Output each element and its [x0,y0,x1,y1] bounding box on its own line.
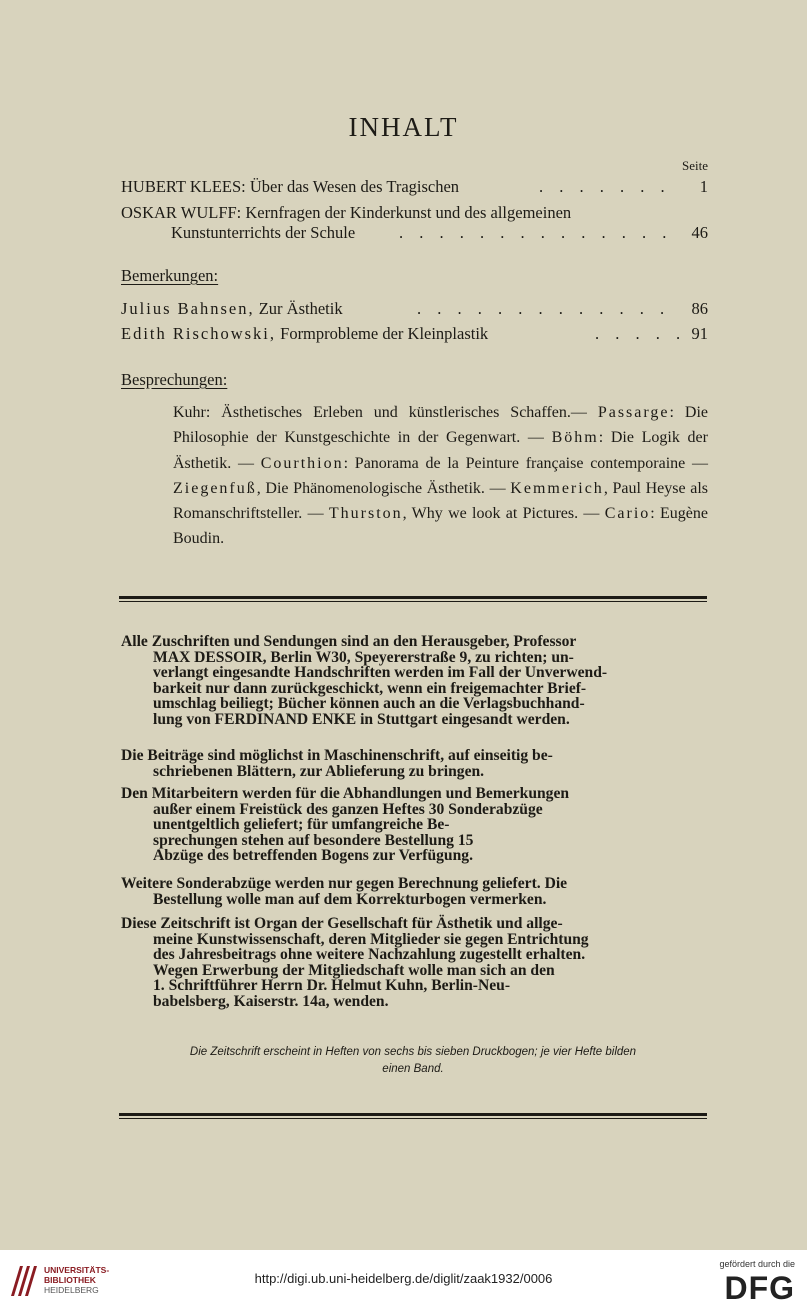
toc-page: 1 [699,177,708,196]
leader-dots: . . . . . . . . . . . . . [417,299,671,318]
page-column-label: Seite [682,158,708,173]
section-heading-bemerkungen: Bemerkungen: [121,266,219,285]
viewer-footer-bar [0,1250,807,1312]
review-text: : Die Philosophie der Kunstgeschichte in der Gegenwart. — [173,404,709,447]
notice-line: Die Beiträge sind möglichst in Maschinenschrift, auf einseitig be- [121,747,553,764]
notice-line: verlangt eingesandte Handschriften werden im Fall der Unverwend- [153,664,608,682]
logo-line: BIBLIOTHEK [44,1275,96,1285]
divider [119,1118,707,1119]
review-text: , Paul Heyse als Romanschriftsteller. — [173,479,709,523]
logo-line: HEIDELBERG [44,1285,99,1295]
reviewed-author: Ziegenfuß [173,479,257,497]
logo-line: UNIVERSITÄTS- [44,1265,110,1275]
notice-line: barkeit nur dann zurückgeschickt, wenn ein freigemachter Brief- [153,679,587,697]
notice-line: 1. Schriftführer Herrn Dr. Helmut Kuhn, Berlin-Neu- [153,977,511,995]
notice-line: schriebenen Blättern, zur Ablieferung zu bringen. [153,762,485,780]
reviewed-author: Courthion [260,454,344,472]
review-text: Kuhr: Ästhetisches Erleben und künstlerisches Schaffen.— [173,404,598,421]
notice-paragraph [121,876,707,907]
toc-entry [121,177,708,201]
notice-paragraph [121,786,707,864]
notice-line: Weitere Sonderabzüge werden nur gegen Berechnung geliefert. Die [121,875,568,892]
divider [119,596,707,599]
toc-title-cont: Kunstunterrichts der Schule [171,223,356,242]
reviews-paragraph [173,400,708,552]
publication-note-line: einen Band. [382,1063,444,1075]
notice-paragraph [121,634,707,728]
toc-page: 91 [691,324,708,343]
notice-line: Wegen Erwerbung der Mitgliedschaft wolle man sich an den [153,961,555,979]
toc-author: OSKAR WULFF: [121,203,242,222]
toc-title: Zur Ästhetik [258,299,343,318]
page-title: INHALT [348,112,459,142]
reviewed-author: Thurston [328,505,403,523]
review-text: , Why we look at Pictures. — [402,505,605,523]
toc-title: Kernfragen der Kinderkunst und des allgemeinen [245,203,572,222]
notice-line: sprechungen stehen auf besondere Bestellung 15 [153,831,474,849]
notice-line: Diese Zeitschrift ist Organ der Gesellschaft für Ästhetik und allge- [121,915,563,932]
review-text: : Panorama de la Peinture française contemporaine — [343,454,709,472]
toc-page: 46 [691,223,708,242]
leader-dots: . . . . . . . . . . . . . . [399,223,673,242]
reviewed-author: Böhm [551,429,599,447]
toc-author: Julius Bahnsen, [121,299,255,318]
notice-line: Bestellung wolle man auf dem Korrekturbogen vermerken. [153,890,547,908]
review-text: : Die Logik der Ästhetik. — [173,429,708,472]
permalink-url[interactable]: http://digi.ub.uni-heidelberg.de/diglit/zaak1932/0006 [254,1271,553,1286]
notice-line: außer einem Freistück des ganzen Heftes 30 Sonderabzüge [153,800,543,818]
publication-note-line: Die Zeitschrift erscheint in Heften von sechs bis sieben Druckbogen; je vier Hefte bilden [189,1046,637,1058]
leader-dots: . . . . . . . [539,177,671,196]
toc-entry [121,324,708,348]
divider [119,601,707,602]
notice-line: babelsberg, Kaiserstr. 14a, wenden. [153,992,389,1010]
leader-dots: . . . . . [595,324,687,343]
notice-line: des Jahresbeitrags ohne weitere Nachzahlung zugestellt erhalten. [153,946,586,964]
notice-line: lung von FERDINAND ENKE in Stuttgart eingesandt werden. [153,710,570,728]
toc-author: HUBERT KLEES: [121,177,246,196]
notice-line: umschlag beiliegt; Bücher können auch an die Verlagsbuchhand- [153,695,585,713]
toc-entry-continuation [171,223,708,247]
reviewed-author: Passarge [597,404,670,421]
review-text: : Eugène Boudin. [173,505,708,548]
dfg-logo[interactable]: DFG [724,1270,795,1306]
notice-line: unentgeltlich geliefert; für umfangreiche Be- [153,816,450,834]
notice-line: meine Kunstwissenschaft, deren Mitglieder sie gegen Entrichtung [153,930,589,948]
reviewed-author: Kemmerich [510,479,604,497]
toc-author: Edith Rischowski, [121,324,277,343]
toc-title: Über das Wesen des Tragischen [249,177,460,196]
toc-title: Formprobleme der Kleinplastik [280,324,489,343]
divider [119,1113,707,1116]
notice-line: Alle Zuschriften und Sendungen sind an den Herausgeber, Professor [121,633,577,650]
notice-line: MAX DESSOIR, Berlin W30, Speyererstraße 9, zu richten; un- [153,648,574,666]
funding-caption: gefördert durch die [719,1259,795,1269]
review-text: , Die Phänomenologische Ästhetik. — [256,479,511,497]
reviewed-author: Cario [604,505,651,523]
section-heading-besprechungen: Besprechungen: [121,370,228,389]
notice-line: Abzüge des betreffenden Bogens zur Verfügung. [153,847,473,865]
toc-page: 86 [691,299,708,318]
notice-paragraph [121,916,707,1010]
notice-paragraph [121,748,707,779]
toc-entry [121,299,708,323]
notice-line: Den Mitarbeitern werden für die Abhandlungen und Bemerkungen [121,785,570,802]
publication-note [119,1044,707,1078]
